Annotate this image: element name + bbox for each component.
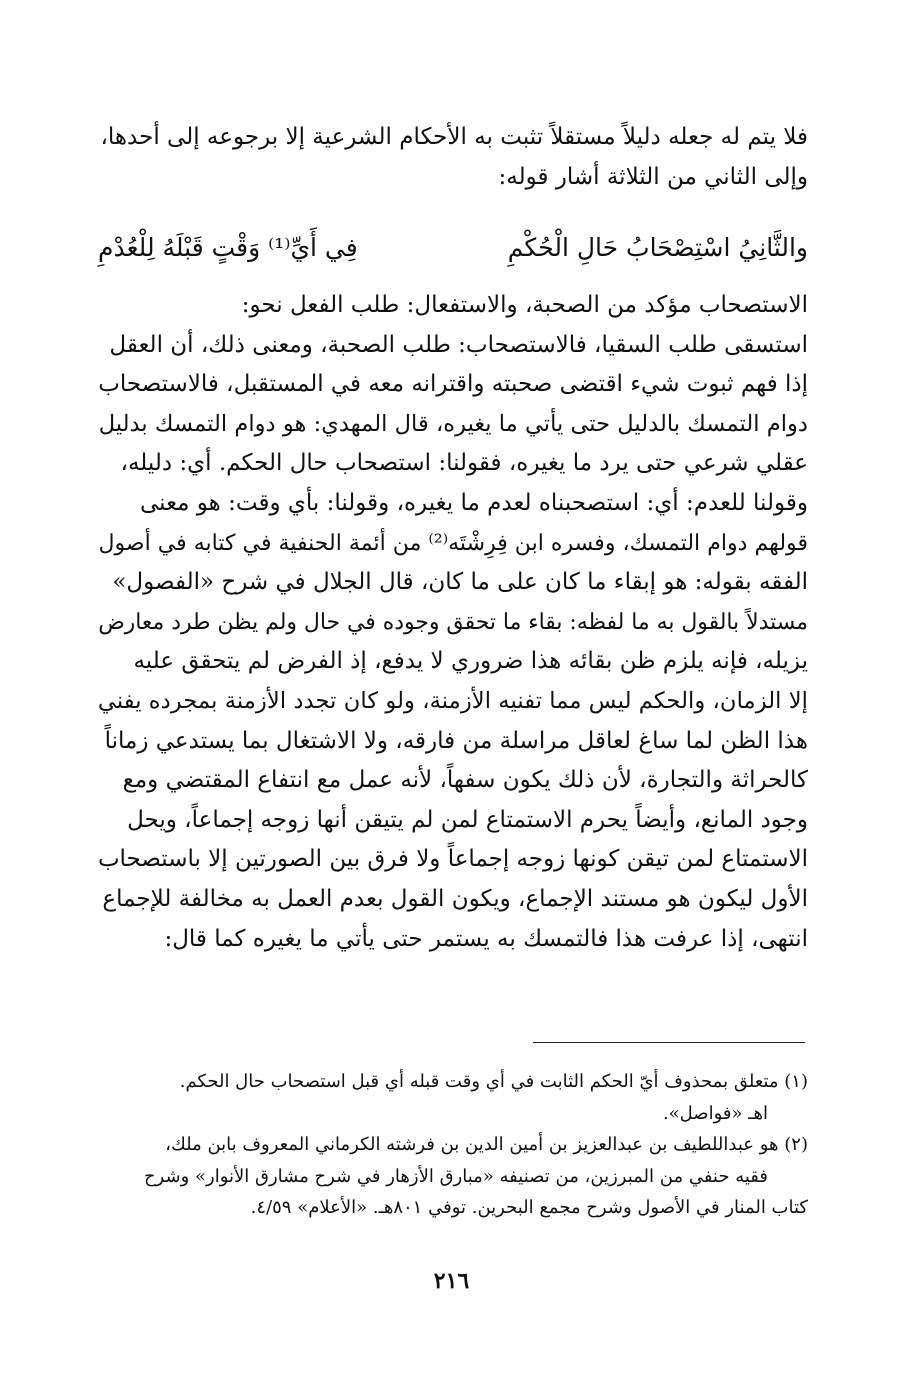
text-line: يزيله، فإنه يلزم ظن بقائه هذا ضروري لا يدفع، إذ الفرض لم يتحقق عليه: [133, 648, 808, 675]
footnote-1-continuation: اهـ «فواصل».: [662, 1102, 768, 1124]
footnote-separator: [533, 1042, 805, 1043]
text-line: قولهم دوام التمسك، وفسره ابن فِرِشْتَه⁽²⁾ من أئمة الحنفية في كتابه في أصول: [98, 530, 808, 556]
text-line: مستدلاً بالقول به ما لفظه: بقاء ما تحقق وجوده في حال ولم يظن طرد معارض: [98, 609, 808, 635]
text-line: الاستصحاب مؤكد من الصحبة، والاستفعال: طلب الفعل نحو:: [241, 292, 808, 318]
text-line: وجود المانع، وأيضاً يحرم الاستمتاع لمن لم يتيقن أنها زوجه إجماعاً، ويحل: [127, 806, 808, 833]
verse-second-hemistich: فِي أَيِّ⁽¹⁾ وَقْتٍ قَبْلَهُ لِلْعُدْمِ: [98, 233, 358, 262]
text-line: هذا الظن لما ساغ لعاقل مراسلة من فارقه، ولا الاشتغال بما يستدعي زماناً: [104, 727, 808, 754]
footnote-2-continuation: كتاب المنار في الأصول وشرح مجمع البحرين. توفي ٨٠١هـ. «الأعلام» ٤/٥٩.: [250, 1197, 808, 1218]
footnote-1: (١) متعلق بمحذوف أيّ الحكم الثابت في أي وقت قبله أي قبل استصحاب حال الحكم.: [179, 1071, 808, 1092]
text-line: إذا فهم ثبوت شيء اقتضى صحبته واقترانه معه في المستقبل، فالاستصحاب: [98, 371, 808, 398]
footnote-2-continuation: فقيه حنفي من المبرزين، من تصنيفه «مبارق الأزهار في شرح مشارق الأنوار» وشرح: [143, 1165, 768, 1187]
text-line: فلا يتم له جعله دليلاً مستقلاً تثبت به الأحكام الشرعية إلا برجوعه إلى أحدها،: [100, 124, 808, 150]
footnotes: [96, 1066, 808, 1224]
intro-paragraph: [98, 118, 808, 197]
text-line: الأول ليكون هو مستند الإجماع، ويكون القول بعدم العمل به مخالفة للإجماع: [102, 885, 808, 912]
main-paragraph: [98, 286, 808, 959]
text-line: دوام التمسك بالدليل حتى يأتي ما يغيره، قال المهدي: هو دوام التمسك بدليل: [98, 410, 808, 437]
footnote-2: (٢) هو عبداللطيف بن عبدالعزيز بن أمين الدين بن فرشته الكرماني المعروف بابن ملك،: [165, 1134, 808, 1155]
page-number: ٢١٦: [433, 1268, 470, 1294]
text-line: الفقه بقوله: هو إبقاء ما كان على ما كان، قال الجلال في شرح «الفصول»: [112, 569, 808, 596]
text-line: كالحراثة والتجارة، لأن ذلك يكون سفهاً، لأنه عمل مع انتفاع المقتضي ومع: [122, 767, 808, 794]
text-line: استسقى طلب السقيا، فالاستصحاب: طلب الصحبة، ومعنى ذلك، أن العقل: [109, 331, 808, 358]
text-line: انتهى، إذا عرفت هذا فالتمسك به يستمر حتى يأتي ما يغيره كما قال:: [164, 925, 808, 952]
text-line: الاستمتاع لمن تيقن كونها زوجه إجماعاً ولا فرق بين الصورتين إلا باستصحاب: [97, 846, 808, 873]
text-line: وقولنا للعدم: أي: استصحبناه لعدم ما يغيره، وقولنا: بأي وقت: هو معنى: [139, 489, 808, 516]
text-line: وإلى الثاني من الثلاثة أشار قوله:: [498, 163, 808, 190]
text-line: إلا الزمان، والحكم ليس مما تفنيه الأزمنة، ولو كان تجدد الأزمنة بمجرده يفني: [97, 687, 808, 714]
poetry-verse: [98, 228, 808, 268]
verse-first-hemistich: والثَّانِيُ اسْتِصْحَابُ حَالِ الْحُكْمِ: [507, 233, 808, 262]
text-line: عقلي شرعي حتى يرد ما يغيره، فقولنا: استصحاب حال الحكم. أي: دليله،: [120, 450, 808, 477]
